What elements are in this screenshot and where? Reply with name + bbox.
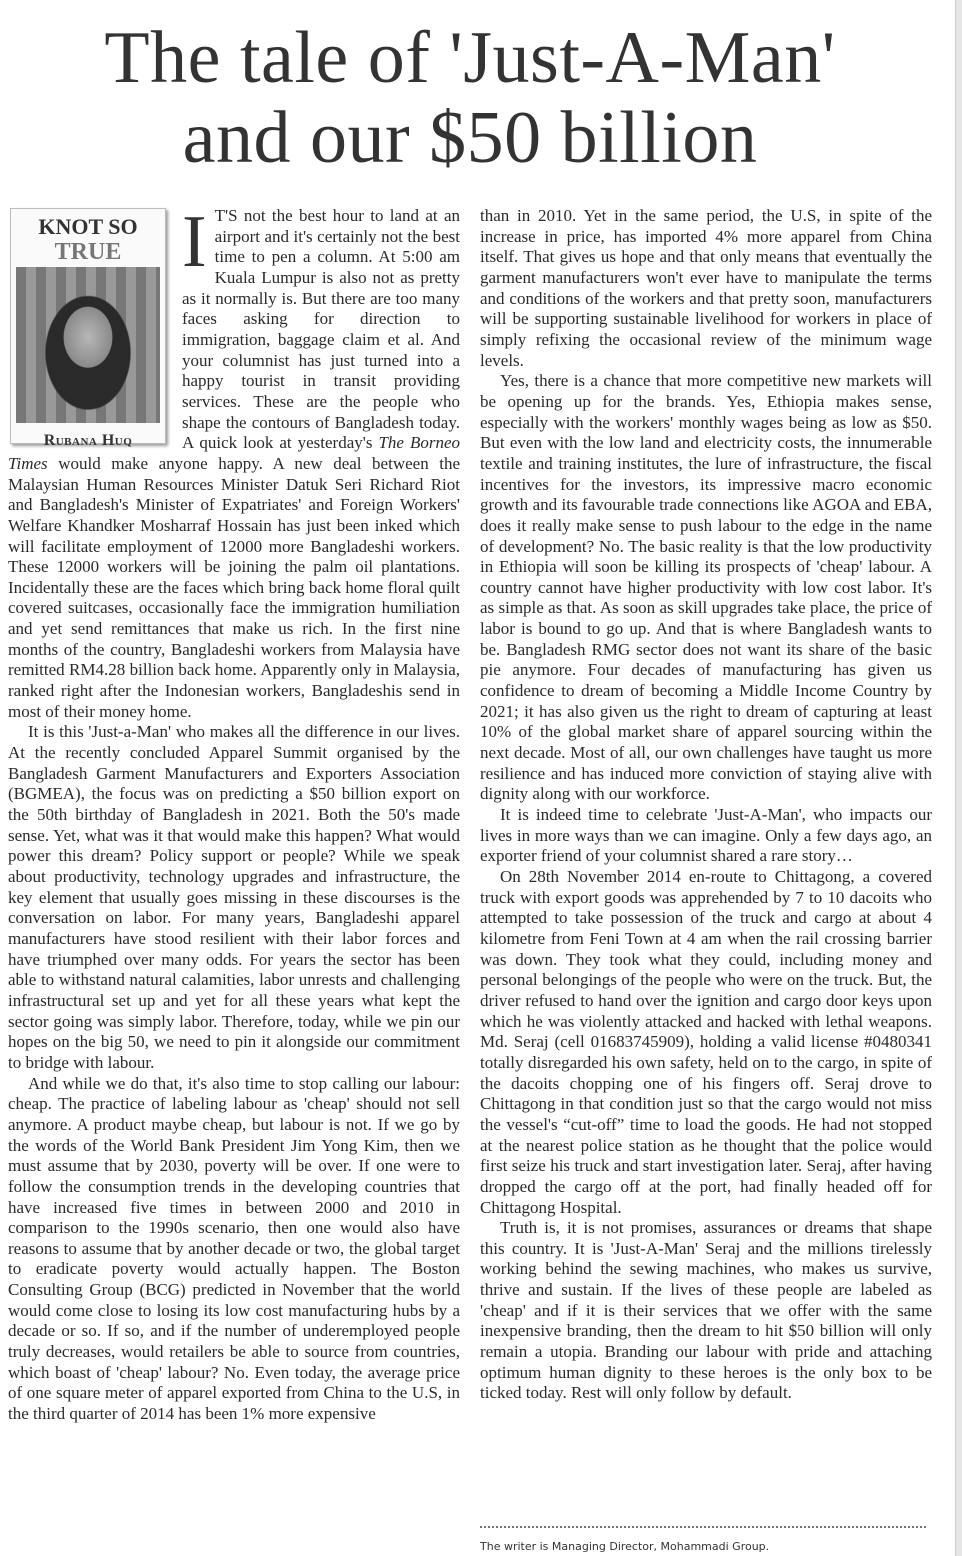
publication-name: The Borneo Times: [8, 433, 460, 473]
author-note: The writer is Managing Director, Mohammadi Group.: [480, 1540, 770, 1553]
author-photo: [16, 267, 160, 423]
drop-cap: I: [182, 206, 207, 283]
paragraph-7: Truth is, it is not promises, assurances or dreams that shape this country. It is 'Just-A-Man' Seraj and the millions tirelessly working behind the sewing machines, who makes us survive, thrive and sustain. If the lives of these people are labeled as 'cheap' and if it is their services that we offer with the same inexpensive branding, then the dream to hit $50 billion will only remain a utopia. Branding our labour with pride and attaching optimum human dignity to these heroes is the only box to be ticked today. Rest will only follow by default.: [480, 1218, 932, 1403]
paragraph-2: It is this 'Just-a-Man' who makes all the difference in our lives. At the recently concluded Apparel Summit organised by the Bangladesh Garment Manufacturers and Exporters Association (BGMEA), the focus was on predicting a $50 billion export on the 50th birthday of Bangladesh in 2021. Both the 50's made sense. Yet, what was it that would make this happen? What would power this dream? Policy support or people? While we speak about productivity, technology upgrades and infrastructure, the key element that usually goes missing in these discourses is the conversation on labor. For many years, Bangladeshi apparel manufacturers have stood resilient with their labor forces and have triumphed over many odds. For years the sector has been able to withstand natural calamities, labor unrests and challenging infrastructural set up and yet for all these years what kept the sector going was simply labor. Therefore, today, while we pin our hopes on the big 50, we need to pin it alongside our commitment to bridge with labour.: [8, 722, 460, 1072]
paragraph-3: And while we do that, it's also time to stop calling our labour: cheap. The practice of labeling labour as 'cheap' should not sell anymore. A product maybe cheap, but labour is not. If we go by the words of the World Bank President Jim Yong Kim, then we must assume that by 2030, poverty will be over. If one were to follow the consumption trends in the developing countries that have increased five times in between 2000 and 2010 in comparison to the 1990s scenario, then one would also have reasons to assume that by another decade or two, the global target to eradicate poverty would actually happen. The Boston Consulting Group (BCG) predicted in November that the world would come close to losing its low cost manufacturing hubs by a decade or so. If so, and if the number of underemployed people truly decreases, would retailers be able to source from countries, which boast of 'cheap' labour? No. Even today, the average price of one square meter of apparel exported from China to the U.S, in the third quarter of 2014 has been 1% more expensive: [8, 1073, 460, 1424]
paragraph-3-continued: than in 2010. Yet in the same period, the U.S, in spite of the increase in price, has imported 4% more apparel from China itself. That gives us hope and that only means that eventually the garment manufacturers won't ever have to manipulate the terms and conditions of the workers and that pretty soon, manufacturers will be supporting sustainable livelihood for workers in place of simply refixing the occasional review of the minimum wage levels.: [480, 206, 932, 370]
headline-line-2: and our $50 billion: [182, 97, 758, 179]
headline: [0, 18, 940, 178]
paragraph-5: It is indeed time to celebrate 'Just-A-Man', who impacts our lives in more ways than we can imagine. Only a few days ago, an exporter friend of your columnist shared a rare story…: [480, 805, 932, 866]
columnist-box: [10, 208, 166, 449]
author-name: Rubana Huq: [43, 432, 133, 449]
paragraph-1-text-end: would make anyone happy. A new deal between the Malaysian Human Resources Minister Datuk Seri Richard Riot and Bangladesh's Minister of Expatriates' and Foreign Workers' Welfare Khandker Mosharraf Hossain has just been inked which will facilitate employment of 12000 more Bangladeshi workers. These 12000 workers will be joining the palm oil plantations. Incidentally these are the faces which bring back home floral quilt covered suitcases, occasionally face the immigration humiliation and yet send remittances that make us rich. In the first nine months of the country, Bangladeshi workers from Malaysia have remitted RM4.28 billion back home. Apparently only in Malaysia, ranked right after the Indonesian workers, Bangladeshis send in most of their money home.: [8, 453, 460, 721]
footer-divider: [480, 1526, 926, 1528]
headline-line-1: The tale of 'Just-A-Man': [104, 17, 836, 99]
paragraph-6: On 28th November 2014 en-route to Chittagong, a covered truck with export goods was apprehended by 7 to 10 dacoits who attempted to take possession of the truck and cargo at about 4 kilometre from Feni Town at 4 am when the rail crossing barrier was down. They took what they could, including money and personal belongings of the people who were on the truck. But, the driver refused to hand over the ignition and cargo door keys upon which he was violently attacked and hacked with lethal weapons. Md. Seraj (cell 01683745909), holding a valid license #0480341 totally disregarded his own safety, held on to the cargo, in spite of the dacoits chopping one of his fingers off. Seraj drove to Chittagong in that condition just so that the cargo would not miss the vessel's “cut-off” time to load the goods. He had not stopped at the nearest police station as he thought that the police would first seize his truck and start investigation later. Seraj, after having dropped the cargo off at the port, had finally headed off for Chittagong Hospital.: [480, 867, 932, 1217]
article-column-left: [8, 206, 460, 1556]
paragraph-1-text: T'S not the best hour to land at an airport and it's certainly not the best time to pen a column. At 5:00 am Kuala Lumpur is also not as pretty as it normally is. But there are too many faces asking for direction to immigration, baggage claim et al. And your columnist has just turned into a happy tourist in transit providing services. These are the people who shape the contours of Bangladesh today. A quick look at yesterday's: [182, 206, 460, 453]
column-kicker-line-2: TRUE: [54, 239, 122, 265]
paragraph-4: Yes, there is a chance that more competitive new markets will be opening up for the brands. Yes, Ethiopia makes sense, especially with the workers' monthly wages being as low as $50. But even with the low land and electricity costs, the innumerable textile and training institutes, the lure of infrastructure, the fiscal incentives for the investors, its impressive macro economic growth and its favourable trade connections like AGOA and EBA, does it really make sense to push labour to the edge in the name of development? No. The basic reality is that the low productivity in Ethiopia will soon be killing its prospects of 'cheap' labour. A country cannot have higher productivity with low cost labor. It's as simple as that. As soon as skill upgrades take place, the price of labor is bound to go up. And that is where Bangladesh wants to be. Bangladesh RMG sector does not want its share of the basic pie anymore. Four decades of manufacturing has given us confidence to dream of becoming a Middle Income Country by 2021; it has also given us the right to dream of capturing at least 10% of the global market share of apparel sourcing within the next decade. Most of all, our own challenges have taught us more resilience and has induced more conviction of staying alive with dignity along with our workforce.: [480, 371, 932, 804]
page-edge: [955, 0, 962, 1556]
article-column-right: [480, 206, 932, 1506]
column-kicker-line-1: KNOT SO: [38, 214, 138, 239]
